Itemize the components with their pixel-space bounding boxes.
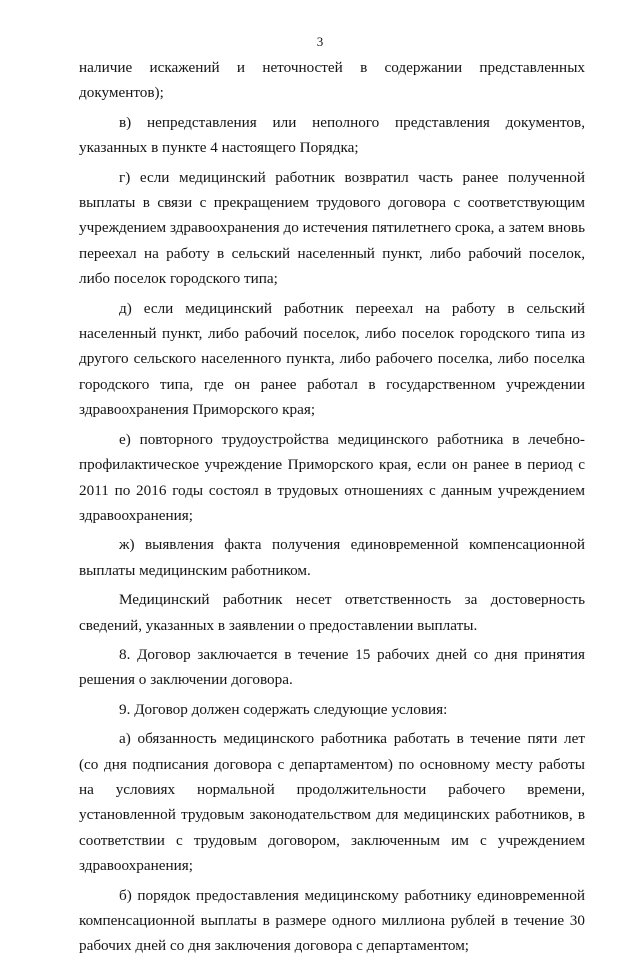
paragraph-clause-8: 8. Договор заключается в течение 15 рабочих дней со дня принятия решения о заключении договора.	[79, 645, 585, 689]
paragraph-clause-9-a: а) обязанность медицинского работника работать в течение пяти лет (со дня подписания договора с департаментом) по основному месту работы на условиях нормальной продолжительности рабочего времени, установленной трудовым законодательством для медицинских работников, в соответствии с трудовым договором, заключенным им с учреждением здравоохранения;	[79, 730, 585, 875]
paragraph-item-v: в) непредставления или неполного представления документов, указанных в пункте 4 настоящего Порядка;	[79, 113, 585, 157]
paragraph-clause-9-b: б) порядок предоставления медицинскому работнику единовременной компенсационной выплаты в размере одного миллиона рублей в течение 30 рабочих дней со дня заключения договора с департаментом;	[79, 886, 585, 955]
paragraph-continuation: наличие искажений и неточностей в содержании представленных документов);	[79, 59, 585, 102]
document-body	[79, 55, 585, 959]
paragraph-clause-9: 9. Договор должен содержать следующие условия:	[119, 700, 448, 718]
paragraph-item-g: г) если медицинский работник возвратил часть ранее полученной выплаты в связи с прекращением трудового договора с соответствующим учреждением здравоохранения до истечения пятилетнего срока, а затем вновь переехал на работу в сельский населенный пункт, либо рабочий поселок, либо поселок городского типа;	[79, 168, 585, 288]
paragraph-item-e: е) повторного трудоустройства медицинского работника в лечебно-профилактическое учреждение Приморского края, если он ранее в период с 2011 по 2016 годы состоял в трудовых отношениях с данным учреждением здравоохранения;	[79, 430, 585, 524]
paragraph-item-zh: ж) выявления факта получения единовременной компенсационной выплаты медицинским работником.	[79, 536, 585, 579]
page-number: 3	[316, 34, 324, 49]
paragraph-responsibility: Медицинский работник несет ответственность за достоверность сведений, указанных в заявлении о предоставлении выплаты.	[79, 591, 585, 634]
paragraph-item-d: д) если медицинский работник переехал на работу в сельский населенный пункт, либо рабочий поселок, либо поселок городского типа из другого сельского населенного пункта, либо рабочего поселка, либо поселка городского типа, где он ранее работал в государственном учреждении здравоохранения Приморского края;	[79, 299, 585, 419]
